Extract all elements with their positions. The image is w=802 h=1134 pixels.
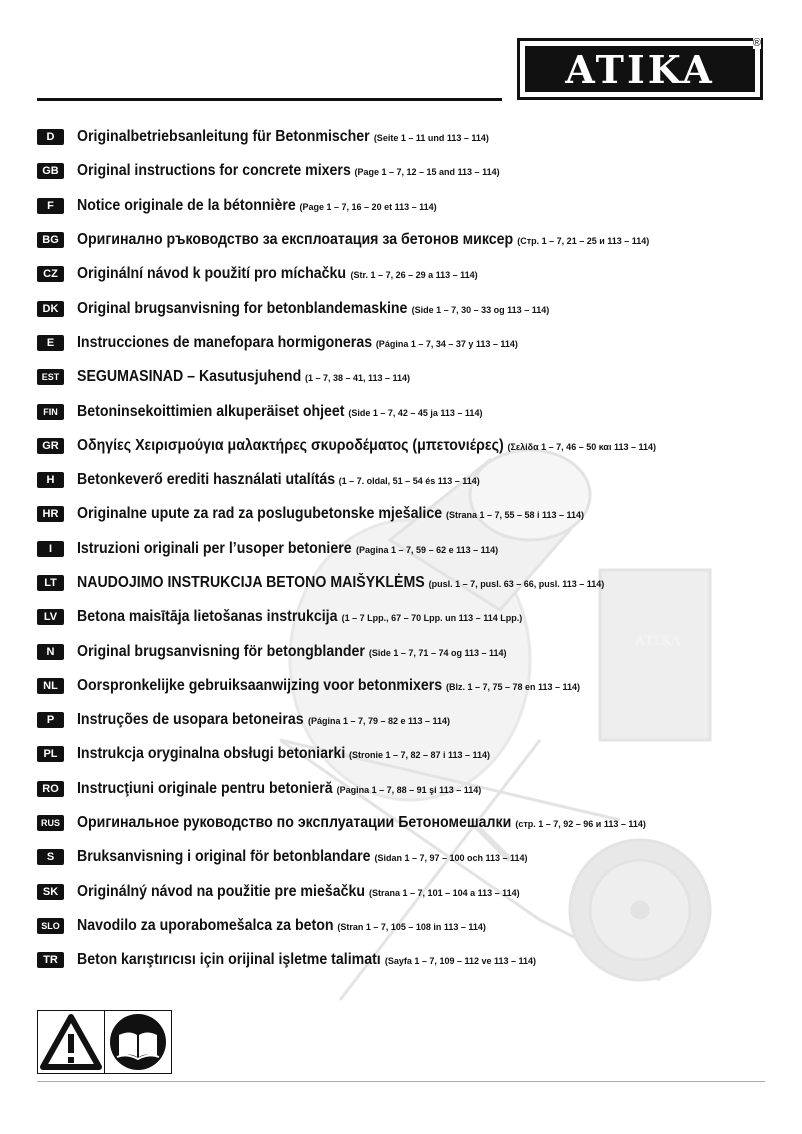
language-title: Originálný návod na použitie pre miešačku (77, 882, 365, 900)
language-row (37, 909, 777, 943)
language-code-badge: LV (37, 609, 64, 625)
language-page-range: (Seite 1 – 11 und 113 – 114) (373, 133, 489, 144)
language-code-badge: TR (37, 952, 64, 968)
language-title: Originalne upute za rad za poslugubetonske mješalice (77, 505, 443, 523)
svg-text:ATIKA: ATIKA (635, 634, 681, 649)
language-row (37, 566, 777, 600)
language-page-range: (Pagina 1 – 7, 59 – 62 e 113 – 114) (356, 544, 499, 555)
language-row (37, 463, 777, 497)
language-code-badge: CZ (37, 266, 64, 282)
language-title: NAUDOJIMO INSTRUKCIJA BETONO MAIŠYKLĖMS (77, 574, 425, 591)
language-title: Оригинално ръководство за експлоатация за бетонов миксер (77, 231, 514, 249)
language-title: Bruksanvisning i original för betonblandare (77, 848, 371, 866)
language-page-range: (Strana 1 – 7, 101 – 104 a 113 – 114) (369, 887, 520, 898)
language-code-badge: S (37, 849, 64, 865)
language-title: Instrucciones de manefopara hormigoneras (77, 333, 373, 351)
language-row (37, 257, 777, 291)
language-row (37, 737, 777, 771)
language-code-badge: D (37, 129, 64, 145)
language-page-range: (1 – 7, 38 – 41, 113 – 114) (304, 373, 411, 384)
language-title: Instrucţiuni originale pentru betonieră (77, 779, 333, 797)
language-title: Instrukcja oryginalna obsługi betoniarki (77, 745, 346, 763)
language-page-range: (Stran 1 – 7, 105 – 108 in 113 – 114) (337, 921, 486, 932)
language-title: Navodilo za uporabomešalca za beton (77, 916, 334, 934)
language-row (37, 600, 777, 634)
language-code-badge: N (37, 644, 64, 660)
language-code-badge: SLO (37, 918, 64, 934)
language-page-range: (1 – 7 Lpp., 67 – 70 Lpp. un 113 – 114 Lpp.) (341, 613, 523, 624)
language-code-badge: H (37, 472, 64, 488)
language-row (37, 497, 777, 531)
language-code-badge: HR (37, 506, 64, 522)
language-code-badge: BG (37, 232, 64, 248)
language-list (37, 120, 777, 977)
language-title: Beton karıştırıcısı için orijinal işletme talimatı (77, 951, 381, 969)
language-code-badge: I (37, 541, 64, 557)
language-page-range: (Página 1 – 7, 34 – 37 y 113 – 114) (375, 338, 518, 349)
language-title: Betona maisītāja lietošanas instrukcija (77, 608, 338, 626)
language-code-badge: LT (37, 575, 64, 591)
language-page-range: (Sidan 1 – 7, 97 – 100 och 113 – 114) (374, 853, 528, 864)
language-code-badge: DK (37, 301, 64, 317)
language-page-range: (Side 1 – 7, 30 – 33 og 113 – 114) (411, 304, 550, 315)
language-row (37, 360, 777, 394)
language-row (37, 394, 777, 428)
language-row (37, 840, 777, 874)
brand-logo (517, 38, 763, 100)
language-page-range: (Página 1 – 7, 79 – 82 e 113 – 114) (307, 716, 451, 727)
language-title: Instruções de usopara betoneiras (77, 711, 304, 729)
language-code-badge: GR (37, 438, 64, 454)
language-page-range: (Stronie 1 – 7, 82 – 87 i 113 – 114) (348, 750, 491, 761)
registered-mark: ® (752, 37, 761, 49)
language-title: Original brugsanvisning for betonblandemaskine (77, 299, 408, 317)
language-page-range: (Blz. 1 – 7, 75 – 78 en 113 – 114) (445, 681, 581, 692)
language-page-range: (Σελίδα 1 – 7, 46 – 50 και 113 – 114) (507, 441, 657, 452)
language-row (37, 120, 777, 154)
language-page-range: (pusl. 1 – 7, pusl. 63 – 66, pusl. 113 – 114) (428, 579, 605, 589)
language-code-badge: P (37, 712, 64, 728)
language-title: Original brugsanvisning för betongblander (77, 642, 365, 660)
language-row (37, 532, 777, 566)
language-row (37, 943, 777, 977)
language-code-badge: RO (37, 781, 64, 797)
language-code-badge: GB (37, 163, 64, 179)
language-row (37, 291, 777, 325)
read-manual-symbol-box (105, 1010, 172, 1074)
language-row (37, 634, 777, 668)
language-page-range: (Side 1 – 7, 71 – 74 og 113 – 114) (368, 647, 507, 658)
language-row (37, 154, 777, 188)
language-page-range: (Str. 1 – 7, 26 – 29 a 113 – 114) (350, 270, 478, 281)
language-title: Istruzioni originali per l’usoper betoniere (77, 539, 352, 557)
language-page-range: (1 – 7. oldal, 51 – 54 és 113 – 114) (338, 476, 480, 487)
language-title: SEGUMASINAD – Kasutusjuhend (77, 368, 302, 386)
language-row (37, 703, 777, 737)
language-page-range: (Pagina 1 – 7, 88 – 91 şi 113 – 114) (336, 784, 482, 795)
brand-logo-text: ATIKA (525, 46, 755, 92)
language-code-badge: EST (37, 369, 64, 385)
warning-triangle-icon (38, 1011, 104, 1073)
language-row (37, 189, 777, 223)
header-rule (37, 98, 502, 101)
language-code-badge: E (37, 335, 64, 351)
language-code-badge: FIN (37, 404, 64, 420)
language-row (37, 429, 777, 463)
language-page-range: (Page 1 – 7, 16 – 20 et 113 – 114) (299, 201, 437, 212)
language-title: Notice originale de la bétonnière (77, 196, 296, 214)
read-manual-icon (105, 1011, 171, 1073)
language-code-badge: RUS (37, 815, 64, 831)
language-row (37, 875, 777, 909)
language-code-badge: PL (37, 746, 64, 762)
language-row (37, 223, 777, 257)
language-title: Original instructions for concrete mixers (77, 162, 351, 180)
language-code-badge: F (37, 198, 64, 214)
language-code-badge: NL (37, 678, 64, 694)
language-row (37, 772, 777, 806)
language-page-range: (Стр. 1 – 7, 21 – 25 и 113 – 114) (517, 236, 650, 247)
language-page-range: (Side 1 – 7, 42 – 45 ja 113 – 114) (348, 407, 483, 418)
language-title: Originalbetriebsanleitung für Betonmischer (77, 128, 370, 146)
language-page-range: (Page 1 – 7, 12 – 15 and 113 – 114) (354, 167, 500, 178)
language-row (37, 326, 777, 360)
language-row (37, 806, 777, 840)
language-page-range: (стр. 1 – 7, 92 – 96 и 113 – 114) (515, 819, 646, 830)
footer-rule (37, 1081, 765, 1082)
language-row (37, 669, 777, 703)
language-title: Оригинальное руководство по эксплуатации Бетономешалки (77, 814, 512, 832)
warning-symbol-box (37, 1010, 105, 1074)
language-page-range: (Sayfa 1 – 7, 109 – 112 ve 113 – 114) (384, 956, 537, 967)
language-page-range: (Strana 1 – 7, 55 – 58 i 113 – 114) (445, 510, 585, 521)
language-code-badge: SK (37, 884, 64, 900)
language-title: Originální návod k použití pro míchačku (77, 265, 347, 283)
language-title: Betoninsekoittimien alkuperäiset ohjeet (77, 402, 345, 420)
language-title: Οδηγίες Χειρισμούγια μαλακτήρες σκυροδέματος (μπετονιέρες) (77, 436, 504, 454)
language-title: Betonkeverő erediti használati utalítás (77, 471, 336, 489)
language-title: Oorspronkelijke gebruiksaanwijzing voor betonmixers (77, 676, 443, 694)
